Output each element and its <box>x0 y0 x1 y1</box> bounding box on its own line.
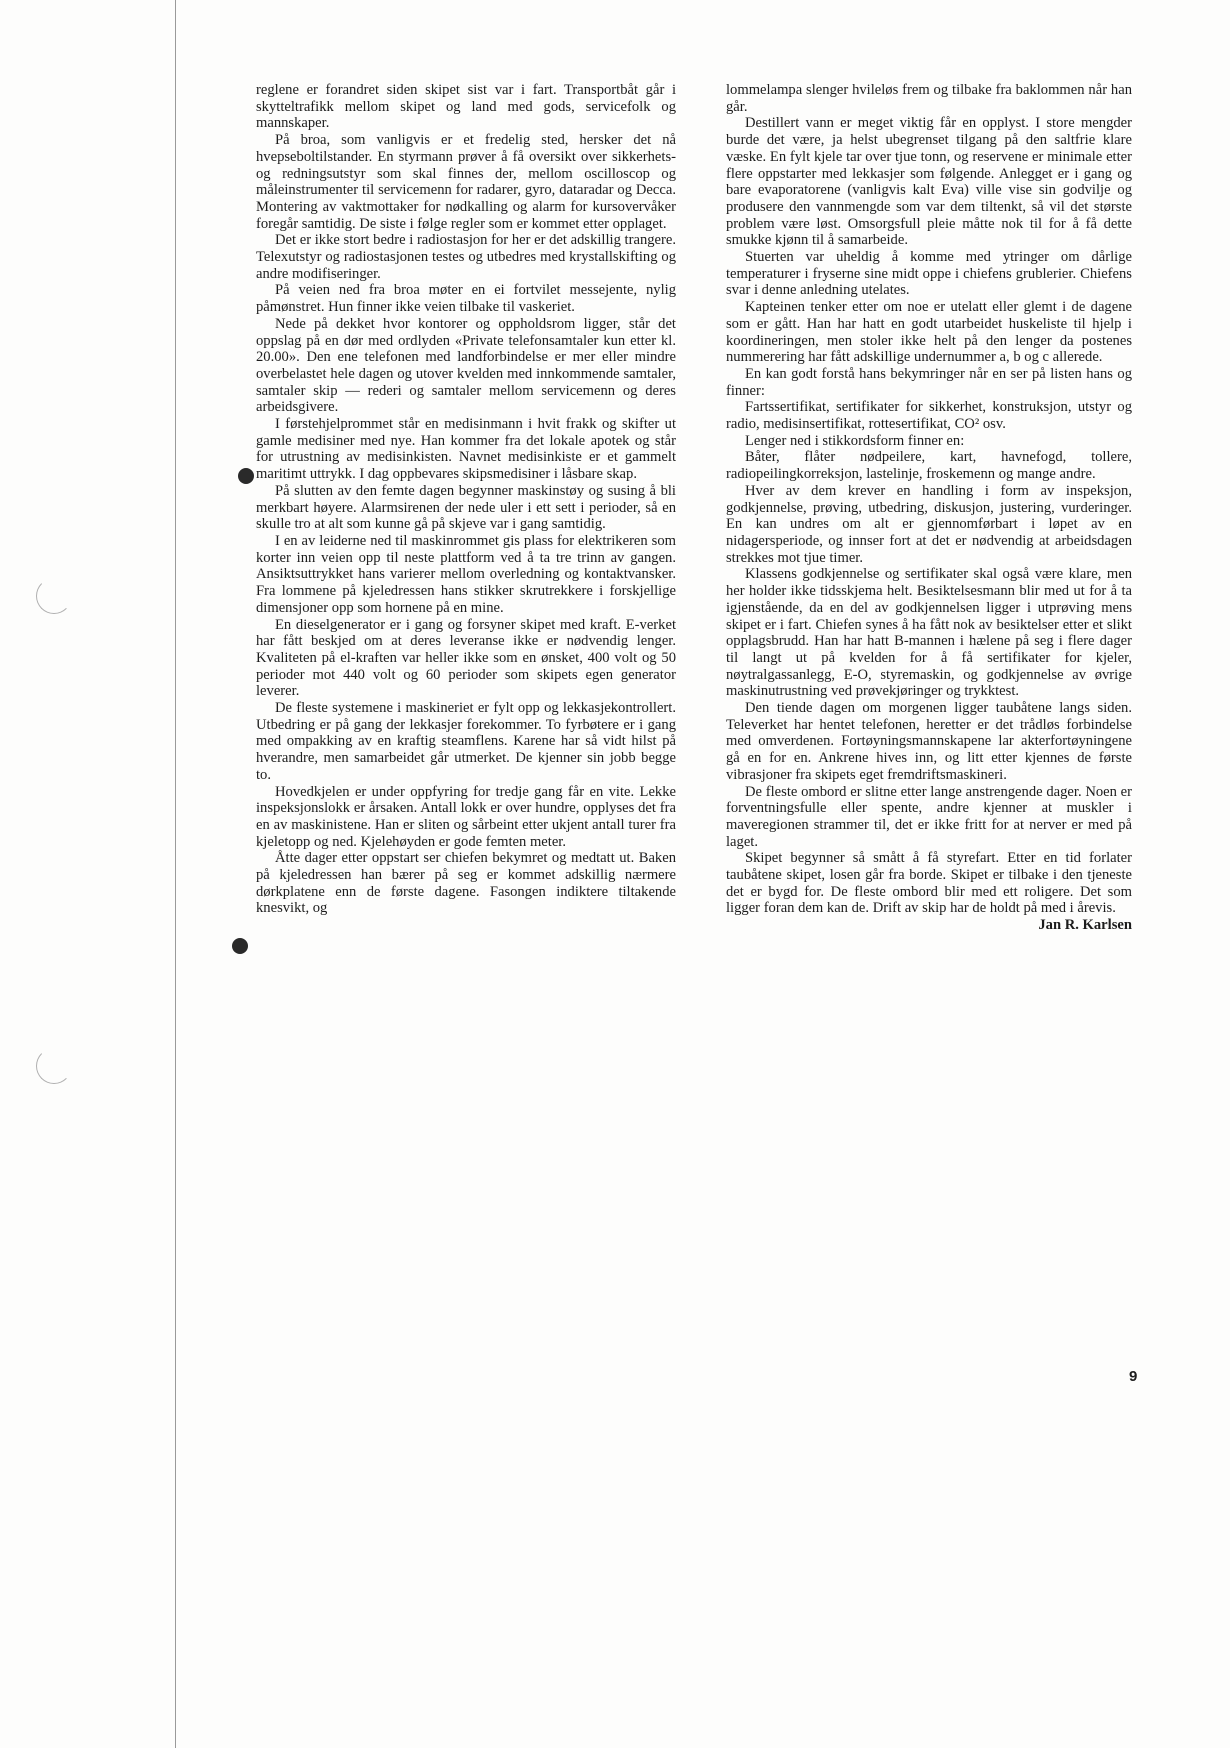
paragraph: På slutten av den femte dagen begynner maskinstøy og susing å bli merkbart høyere. Alarmsirenen der nede uler i ett sett i perioder, så en skulle tro at alt som kunne gå på skjeve var i gang samtidig. <box>256 482 676 533</box>
paragraph: Destillert vann er meget viktig får en opplyst. I store mengder burde det være, ja helst ubegrenset tilgang på den saltfrie klare væske. En fylt kjele tar over tjue tonn, og reservene er minimale etter flere oppstarter med lekkasjer som følgende. Anlegget er i gang og bare evaporatorene (vanligvis kalt Eva) ville vise sin godvilje og produsere den vannmengde som var dem tiltenkt, så vil det største problem være løst. Omsorgsfull pleie måtte nok til for å få dette smukke kjønn til å samarbeide. <box>726 115 1132 249</box>
paragraph: I en av leiderne ned til maskinrommet gis plass for elektrikeren som korter inn veien opp til neste plattform ved å ta tre trinn av gangen. Ansiktsuttrykket hans varierer mellom overledning og kontaktvansker. Fra lommene på kjeledressen hans stikker skrutrekkere i forskjellige dimensjoner opp som hornene på en mine. <box>256 532 676 616</box>
page-number: 9 <box>1129 1368 1138 1385</box>
paragraph: På veien ned fra broa møter en ei fortvilet messejente, nylig påmønstret. Hun finner ikke veien tilbake til vaskeriet. <box>256 282 676 316</box>
article-column-right <box>726 82 1132 934</box>
paragraph: lommelampa slenger hvileløs frem og tilbake fra baklommen når han går. <box>726 82 1132 115</box>
article-column-left <box>256 82 676 917</box>
paragraph: Klassens godkjennelse og sertifikater skal også være klare, men her holder ikke tidsskjema helt. Besiktelsesmann blir med ut for å ta igjenstående, da en del av godkjennelsen ligger i utprøving mens skipet er i fart. Chiefen synes å ha fått nok av besiktelser etter et slikt opplagsbrudd. Han har hatt B-mannen i hælene på seg i flere dager til langt ut på kvelden for å få sertifikater for kjeler, nøytralgassanlegg, E-O, styremaskin, og godkjennelse av øvrige maskinutrustning ved prøvekjøringer og trykktest. <box>726 566 1132 700</box>
ink-blot <box>238 468 254 484</box>
punch-hole-mark <box>36 578 72 614</box>
paragraph: Den tiende dagen om morgenen ligger taubåtene langs siden. Televerket har hentet telefonen, heretter er det trådløs forbindelse med omverdenen. Fortøyningsmannskapene lar akterfortøyningene gå en for en. Ankrene hives inn, og litt etter kjennes de første vibrasjoner fra skipets eget fremdriftsmaskineri. <box>726 700 1132 783</box>
paragraph: Fartssertifikat, sertifikater for sikkerhet, konstruksjon, utstyr og radio, medisinsertifikat, rottesertifikat, CO² osv. <box>726 399 1132 433</box>
paragraph: I førstehjelprommet står en medisinmann i hvit frakk og skifter ut gamle medisiner med nye. Han kommer fra det lokale apotek og står for utrustning av medisinkisten. Navnet medisinkiste er et gammelt maritimt uttrykk. I dag oppbevares skipsmedisiner i låsbare skap. <box>256 416 676 483</box>
paragraph: Nede på dekket hvor kontorer og oppholdsrom ligger, står det oppslag på en dør med ordlyden «Private telefonsamtaler kun etter kl. 20.00». Den ene telefonen med landforbindelse er mer eller mindre overbelastet hele dagen og utover kvelden med innkommende samtaler, samtaler skip — rederi og samtaler mellom servicemenn og deres arbeidsgivere. <box>256 315 676 416</box>
paragraph: Hovedkjelen er under oppfyring for tredje gang får en vite. Lekke inspeksjonslokk er årsaken. Antall lokk er over hundre, opplyses det fra en av maskinistene. Han er sliten og sårbeint etter ukjent antall turer fra kjeletopp og ned. Kjelehøyden er gode femten meter. <box>256 783 676 850</box>
paragraph: Kapteinen tenker etter om noe er utelatt eller glemt i de dagene som er gått. Han har hatt en godt utarbeidet huskeliste til hjelp i koordineringen, men stoler ikke helt på den lenger da postenes nummerering har fått adskillige undernummer a, b og c allerede. <box>726 299 1132 366</box>
punch-hole-mark <box>36 1048 72 1084</box>
binding-rule <box>175 0 176 1748</box>
paragraph: En dieselgenerator er i gang og forsyner skipet med kraft. E-verket har fått beskjed om at deres leveranse ikke er nødvendig lenger. Kvaliteten på el-kraften var heller ikke som en ønsket, 400 volt og 50 perioder mot 440 volt og 60 perioder som skipets egen generator leverer. <box>256 616 676 700</box>
closing-block <box>726 850 1132 934</box>
paragraph: De fleste ombord er slitne etter lange anstrengende dager. Noen er forventningsfulle eller spente, andre kjenner at muskler i maveregionen strammer til, det er ikke fritt for at nerver er med på laget. <box>726 783 1132 850</box>
paragraph: Skipet begynner så smått å få styrefart. Etter en tid forlater taubåtene skipet, losen går fra borde. Skipet er tilbake i den tjeneste det er bygd for. De fleste ombord blir med ett roligere. Det som ligger foran dem kan de. Drift av skip har de holdt på med i årevis. <box>726 850 1132 917</box>
paragraph: Båter, flåter nødpeilere, kart, havnefogd, tollere, radiopeilingkorreksjon, lastelinje, froskemenn og mange andre. <box>726 449 1132 483</box>
author-byline: Jan R. Karlsen <box>1038 917 1132 934</box>
ink-blot <box>232 938 248 954</box>
paragraph: Lenger ned i stikkordsform finner en: <box>745 432 965 449</box>
paragraph: Det er ikke stort bedre i radiostasjon for her er det adskillig trangere. Telexutstyr og radiostasjonen testes og utbedres med krystallskifting og andre modifiseringer. <box>256 232 676 282</box>
paragraph: De fleste systemene i maskineriet er fylt opp og lekkasjekontrollert. Utbedring er på gang der lekkasjer forekommer. To fyrbøtere er i gang med ompakking av en kraftig steamflens. Karene har så vidt hilst på hverandre, men samarbeidet går utmerket. De kjenner sin jobb begge to. <box>256 700 676 783</box>
paragraph: Åtte dager etter oppstart ser chiefen bekymret og medtatt ut. Baken på kjeledressen han bærer på seg er kommet adskillig nærmere dørkplatene enn de første dagene. Fasongen indiktere tiltakende knesvikt, og <box>256 850 676 917</box>
paragraph: Hver av dem krever en handling i form av inspeksjon, godkjennelse, prøving, utbedring, diskusjon, justering, vurderinger. En kan undres om alt er gjennomførbart i løpet av en nidagersperiode, og innser fort at det er nødvendig at arbeidsdagen strekkes mot tjue timer. <box>726 482 1132 566</box>
paragraph: Stuerten var uheldig å komme med ytringer om dårlige temperaturer i fryserne sine midt oppe i chiefens grublerier. Chiefens svar i denne anledning utelates. <box>726 249 1132 299</box>
paragraph: reglene er forandret siden skipet sist var i fart. Transportbåt går i skytteltrafikk mellom skipet og land med gods, servicefolk og mannskaper. <box>256 82 676 132</box>
paragraph: En kan godt forstå hans bekymringer når en ser på listen hans og finner: <box>726 365 1132 399</box>
paragraph: På broa, som vanligvis er et fredelig sted, hersker det nå hvepseboltilstander. En styrmann prøver å få oversikt over sikkerhets- og redningsutstyr som skal finnes der, mellom oscilloscop og måleinstrumenter til servicemenn for radarer, gyro, dataradar og Decca. Montering av vaktmottaker for nødkalling og alarm for kursovervåker foregår samtidig. De siste i følge regler som er kommet etter opplaget. <box>256 132 676 232</box>
